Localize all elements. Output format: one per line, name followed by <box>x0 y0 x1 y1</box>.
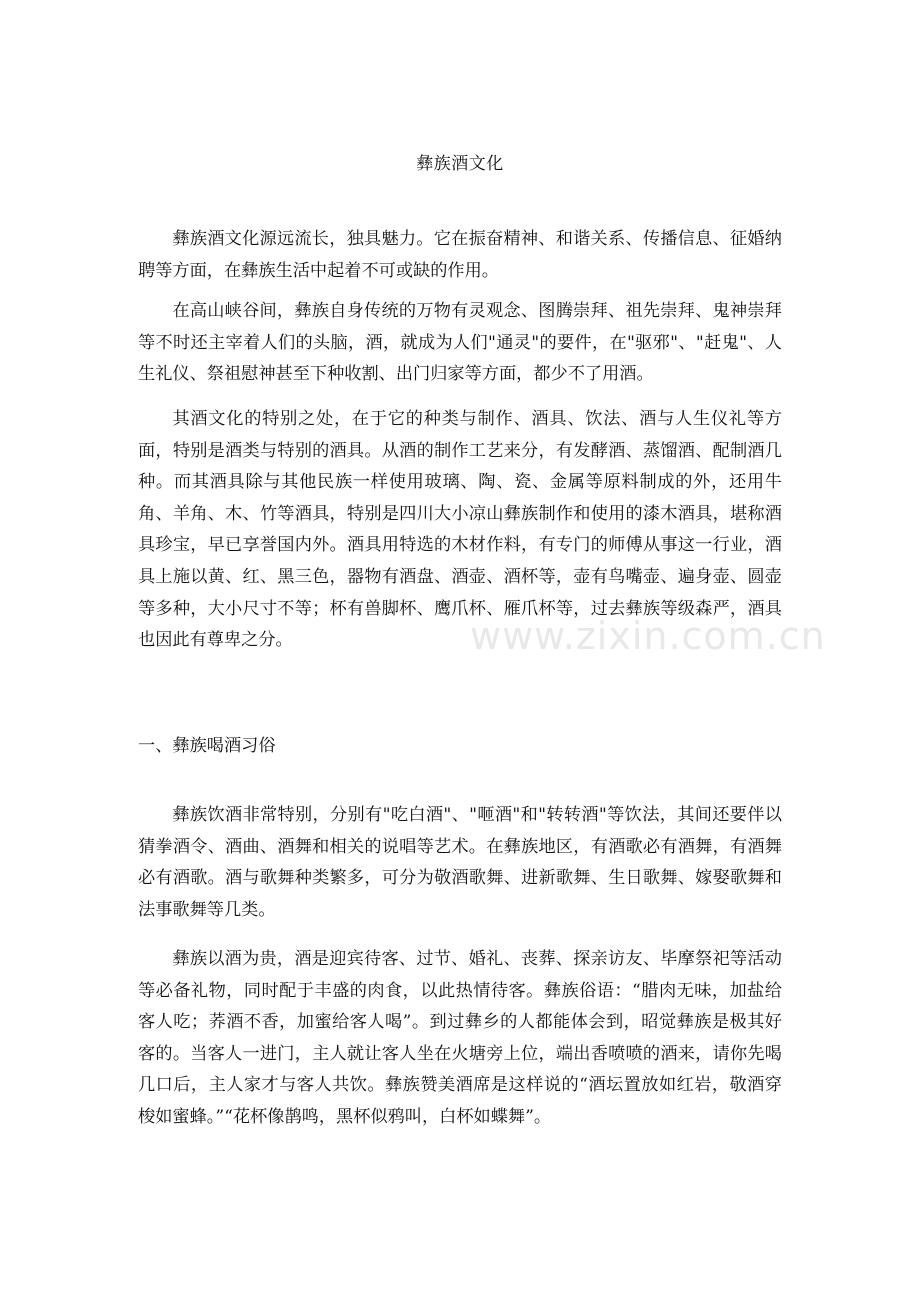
body-paragraph: 彝族酒文化源远流长，独具魅力。它在振奋精神、和谐关系、传播信息、征婚纳聘等方面，在彝族生活中起着不可或缺的作用。 <box>138 229 782 281</box>
body-paragraph: 在高山峡谷间，彝族自身传统的万物有灵观念、图腾崇拜、祖先崇拜、鬼神崇拜等不时还主宰着人们的头脑，酒，就成为人们"通灵"的要件，在"驱邪"、"赶鬼"、人生礼仪、祭祖慰神甚至下种收割、出门归家等方面，都少不了用酒。 <box>138 301 782 385</box>
body-paragraph: 其酒文化的特别之处，在于它的种类与制作、酒具、饮法、酒与人生仪礼等方面，特别是酒类与特别的酒具。从酒的制作工艺来分，有发酵酒、蒸馏酒、配制酒几种。而其酒具除与其他民族一样使用玻璃、陶、瓷、金属等原料制成的外，还用牛角、羊角、木、竹等酒具，特别是四川大小凉山彝族制作和使用的漆木酒具，堪称酒具珍宝，早已享誉国内外。酒具用特选的木材作料，有专门的师傅从事这一行业，酒具上施以黄、红、黑三色，器物有酒盘、酒壶、酒杯等，壶有鸟嘴壶、遍身壶、圆壶等多种，大小尺寸不等；杯有兽脚杯、鹰爪杯、雁爪杯等，过去彝族等级森严，酒具也因此有尊卑之分。 <box>138 409 782 651</box>
section-paragraph: 彝族以酒为贵，酒是迎宾待客、过节、婚礼、丧葬、探亲访友、毕摩祭祀等活动等必备礼物，同时配于丰盛的肉食，以此热情待客。彝族俗语：“腊肉无味，加盐给客人吃；荞酒不香，加蜜给客人喝”。到过彝乡的人都能体会到，昭觉彝族是极其好客的。当客人一进门，主人就让客人坐在火塘旁上位，端出香喷喷的酒来，请你先喝几口后，主人家才与客人共饮。彝族赞美酒席是这样说的“酒坛置放如红岩，敬酒穿梭如蜜蜂。”“花杯像鹊鸣，黑杯似鸦叫，白杯如蝶舞”。 <box>138 949 782 1127</box>
section-heading: 一、彝族喝酒习俗 <box>138 736 276 756</box>
document-title: 彝族酒文化 <box>416 154 504 174</box>
section-paragraph: 彝族饮酒非常特别，分别有"吃白酒"、"咂酒"和"转转酒"等饮法，其间还要伴以猜拳酒令、酒曲、酒舞和相关的说唱等艺术。在彝族地区，有酒歌必有酒舞，有酒舞必有酒歌。酒与歌舞种类繁多，可分为敬酒歌舞、进新歌舞、生日歌舞、嫁娶歌舞和法事歌舞等几类。 <box>138 805 782 920</box>
watermark: www.zixin.com.cn <box>470 614 826 658</box>
